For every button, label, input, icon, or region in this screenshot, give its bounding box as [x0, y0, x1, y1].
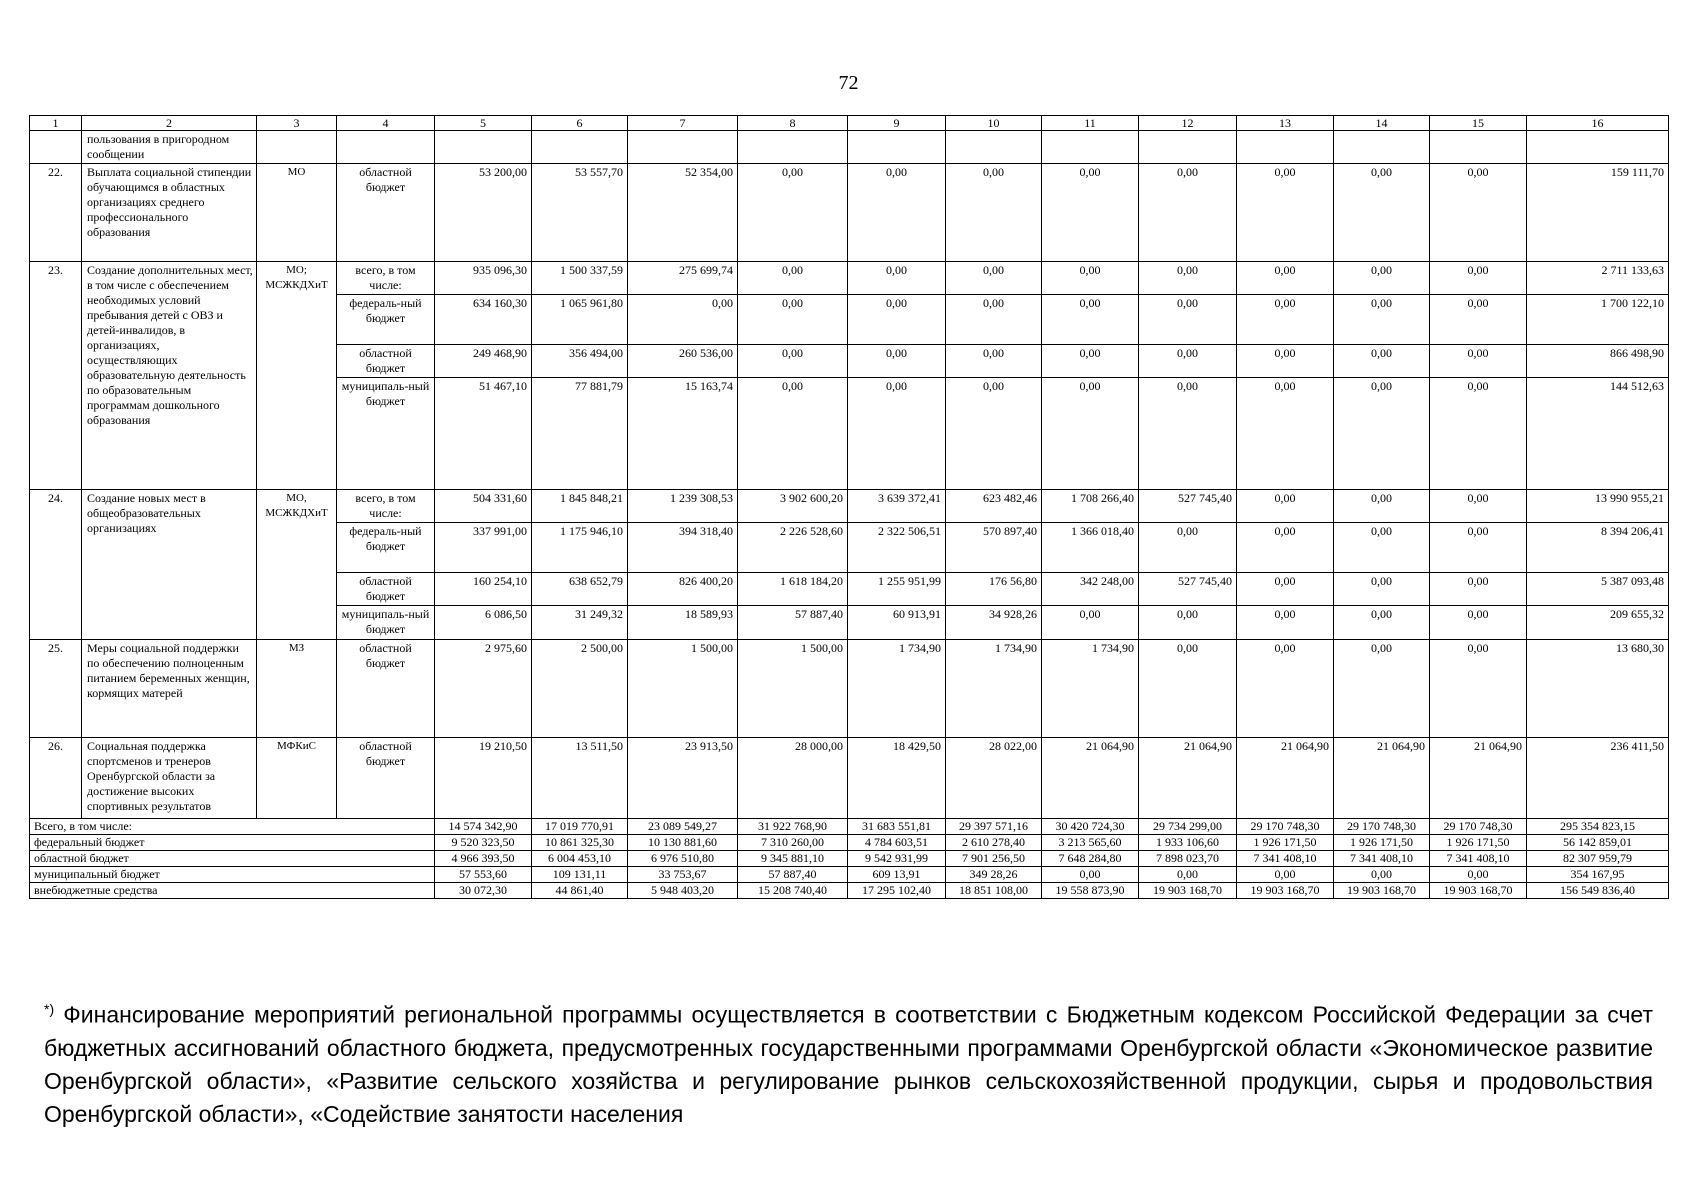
funding-source-cell: федераль-ный бюджет [337, 523, 435, 573]
total-value-cell: 7 341 408,10 [1334, 851, 1430, 867]
total-row [30, 851, 1669, 867]
empty-cell [848, 131, 946, 164]
total-value-cell: 354 167,95 [1527, 867, 1669, 883]
value-cell: 2 975,60 [435, 640, 532, 738]
value-cell: 0,00 [1042, 378, 1139, 490]
total-value-cell: 29 170 748,30 [1237, 819, 1334, 835]
value-cell: 18 429,50 [848, 738, 946, 819]
funding-source-cell: федераль-ный бюджет [337, 295, 435, 345]
empty-cell [1334, 131, 1430, 164]
total-value-cell: 1 926 171,50 [1237, 835, 1334, 851]
empty-cell [946, 131, 1042, 164]
total-value-cell: 17 295 102,40 [848, 883, 946, 899]
value-cell: 0,00 [848, 295, 946, 345]
total-value-cell: 109 131,11 [532, 867, 628, 883]
empty-cell [1237, 131, 1334, 164]
total-value-cell: 19 903 168,70 [1334, 883, 1430, 899]
empty-cell [1527, 131, 1669, 164]
column-number-header: 16 [1527, 116, 1669, 131]
value-cell: 0,00 [1237, 640, 1334, 738]
value-cell: 21 064,90 [1042, 738, 1139, 819]
value-cell: 209 655,32 [1527, 606, 1669, 640]
value-cell: 176 56,80 [946, 573, 1042, 606]
value-cell: 0,00 [1430, 295, 1527, 345]
column-number-header: 4 [337, 116, 435, 131]
total-value-cell: 0,00 [1237, 867, 1334, 883]
column-number-header: 3 [257, 116, 337, 131]
total-value-cell: 5 948 403,20 [628, 883, 738, 899]
column-number-header: 1 [30, 116, 82, 131]
total-value-cell: 7 648 284,80 [1042, 851, 1139, 867]
total-value-cell: 0,00 [1430, 867, 1527, 883]
value-cell: 0,00 [1430, 378, 1527, 490]
value-cell: 0,00 [1334, 345, 1430, 378]
total-value-cell: 9 520 323,50 [435, 835, 532, 851]
table-row [30, 490, 1669, 523]
value-cell: 13 680,30 [1527, 640, 1669, 738]
value-cell: 0,00 [1237, 295, 1334, 345]
value-cell: 0,00 [1139, 345, 1237, 378]
value-cell: 0,00 [848, 378, 946, 490]
funding-source-cell: областной бюджет [337, 573, 435, 606]
total-value-cell: 1 926 171,50 [1334, 835, 1430, 851]
executor-cell: МЗ [257, 640, 337, 738]
funding-source-cell: всего, в том числе: [337, 262, 435, 295]
total-label-cell: областной бюджет [30, 851, 435, 867]
total-value-cell: 82 307 959,79 [1527, 851, 1669, 867]
value-cell: 0,00 [1334, 606, 1430, 640]
row-number-cell: 23. [30, 262, 82, 490]
value-cell: 18 589,93 [628, 606, 738, 640]
value-cell: 0,00 [1334, 640, 1430, 738]
table-row [30, 640, 1669, 738]
funding-source-cell: областной бюджет [337, 345, 435, 378]
total-value-cell: 29 734 299,00 [1139, 819, 1237, 835]
value-cell: 0,00 [1430, 573, 1527, 606]
total-value-cell: 295 354 823,15 [1527, 819, 1669, 835]
total-value-cell: 349 28,26 [946, 867, 1042, 883]
value-cell: 1 239 308,53 [628, 490, 738, 523]
value-cell: 0,00 [1139, 523, 1237, 573]
value-cell: 1 500,00 [738, 640, 848, 738]
value-cell: 0,00 [1334, 262, 1430, 295]
value-cell: 28 022,00 [946, 738, 1042, 819]
total-row [30, 819, 1669, 835]
total-value-cell: 10 861 325,30 [532, 835, 628, 851]
value-cell: 5 387 093,48 [1527, 573, 1669, 606]
value-cell: 527 745,40 [1139, 573, 1237, 606]
value-cell: 0,00 [738, 262, 848, 295]
value-cell: 1 500,00 [628, 640, 738, 738]
empty-cell [337, 131, 435, 164]
value-cell: 0,00 [1139, 164, 1237, 262]
total-value-cell: 57 553,60 [435, 867, 532, 883]
activity-name-cell: Выплата социальной стипендии обучающимся в областных организациях среднего профессионального образования [82, 164, 257, 262]
total-value-cell: 2 610 278,40 [946, 835, 1042, 851]
funding-source-cell: всего, в том числе: [337, 490, 435, 523]
total-value-cell: 31 683 551,81 [848, 819, 946, 835]
value-cell: 2 500,00 [532, 640, 628, 738]
column-number-header: 7 [628, 116, 738, 131]
value-cell: 1 734,90 [1042, 640, 1139, 738]
value-cell: 0,00 [1334, 378, 1430, 490]
value-cell: 57 887,40 [738, 606, 848, 640]
value-cell: 0,00 [1334, 295, 1430, 345]
total-value-cell: 7 341 408,10 [1237, 851, 1334, 867]
value-cell: 1 500 337,59 [532, 262, 628, 295]
value-cell: 527 745,40 [1139, 490, 1237, 523]
value-cell: 0,00 [1237, 164, 1334, 262]
value-cell: 0,00 [1237, 523, 1334, 573]
table-row [30, 164, 1669, 262]
value-cell: 34 928,26 [946, 606, 1042, 640]
column-number-header: 5 [435, 116, 532, 131]
value-cell: 0,00 [628, 295, 738, 345]
value-cell: 1 700 122,10 [1527, 295, 1669, 345]
total-value-cell: 4 966 393,50 [435, 851, 532, 867]
total-value-cell: 7 901 256,50 [946, 851, 1042, 867]
value-cell: 15 163,74 [628, 378, 738, 490]
value-cell: 77 881,79 [532, 378, 628, 490]
column-number-header: 6 [532, 116, 628, 131]
total-value-cell: 0,00 [1139, 867, 1237, 883]
value-cell: 638 652,79 [532, 573, 628, 606]
total-value-cell: 1 933 106,60 [1139, 835, 1237, 851]
total-value-cell: 0,00 [1334, 867, 1430, 883]
value-cell: 0,00 [1430, 164, 1527, 262]
value-cell: 1 845 848,21 [532, 490, 628, 523]
total-value-cell: 30 072,30 [435, 883, 532, 899]
empty-cell [1430, 131, 1527, 164]
value-cell: 60 913,91 [848, 606, 946, 640]
value-cell: 1 734,90 [848, 640, 946, 738]
total-value-cell: 18 851 108,00 [946, 883, 1042, 899]
value-cell: 0,00 [738, 295, 848, 345]
total-value-cell: 609 13,91 [848, 867, 946, 883]
value-cell: 0,00 [946, 164, 1042, 262]
value-cell: 0,00 [1042, 262, 1139, 295]
total-value-cell: 3 213 565,60 [1042, 835, 1139, 851]
value-cell: 570 897,40 [946, 523, 1042, 573]
value-cell: 2 711 133,63 [1527, 262, 1669, 295]
total-label-cell: внебюджетные средства [30, 883, 435, 899]
value-cell: 1 366 018,40 [1042, 523, 1139, 573]
value-cell: 13 990 955,21 [1527, 490, 1669, 523]
value-cell: 0,00 [1237, 378, 1334, 490]
column-number-header: 15 [1430, 116, 1527, 131]
value-cell: 51 467,10 [435, 378, 532, 490]
total-value-cell: 30 420 724,30 [1042, 819, 1139, 835]
value-cell: 53 557,70 [532, 164, 628, 262]
value-cell: 0,00 [1042, 345, 1139, 378]
total-value-cell: 56 142 859,01 [1527, 835, 1669, 851]
value-cell: 1 065 961,80 [532, 295, 628, 345]
value-cell: 0,00 [1139, 295, 1237, 345]
total-value-cell: 14 574 342,90 [435, 819, 532, 835]
row-number-cell: 24. [30, 490, 82, 640]
executor-cell: МО [257, 164, 337, 262]
value-cell: 28 000,00 [738, 738, 848, 819]
activity-name-cell: Меры социальной поддержки по обеспечению полноценным питанием беременных женщин, кормящих матерей [82, 640, 257, 738]
value-cell: 0,00 [1237, 262, 1334, 295]
column-number-header: 2 [82, 116, 257, 131]
activity-name-cell: пользования в пригородном сообщении [82, 131, 257, 164]
header-row [30, 116, 1669, 131]
total-value-cell: 57 887,40 [738, 867, 848, 883]
empty-cell [628, 131, 738, 164]
footnote-marker: *) [44, 1001, 55, 1017]
value-cell: 159 111,70 [1527, 164, 1669, 262]
total-row [30, 835, 1669, 851]
value-cell: 0,00 [1042, 295, 1139, 345]
value-cell: 21 064,90 [1430, 738, 1527, 819]
value-cell: 249 468,90 [435, 345, 532, 378]
total-row [30, 883, 1669, 899]
value-cell: 0,00 [848, 164, 946, 262]
value-cell: 623 482,46 [946, 490, 1042, 523]
value-cell: 0,00 [1237, 573, 1334, 606]
value-cell: 13 511,50 [532, 738, 628, 819]
total-value-cell: 19 903 168,70 [1139, 883, 1237, 899]
executor-cell: МО; МСЖКДХиТ [257, 262, 337, 490]
footnote-text: Финансирование мероприятий региональной программы осуществляется в соответствии с Бюджетным кодексом Российской Федерации за счет бюджетных ассигнований областного бюджета, предусмотренных государственными программами Оренбургской области «Экономическое развитие Оренбургской области», «Развитие сельского хозяйства и регулирование рынков сельскохозяйственной продукции, сырья и продовольствия Оренбургской области», «Содействие занятости населения [44, 1001, 1653, 1127]
value-cell: 0,00 [1237, 345, 1334, 378]
value-cell: 53 200,00 [435, 164, 532, 262]
total-value-cell: 19 558 873,90 [1042, 883, 1139, 899]
value-cell: 0,00 [1430, 640, 1527, 738]
total-value-cell: 6 976 510,80 [628, 851, 738, 867]
value-cell: 0,00 [738, 378, 848, 490]
value-cell: 0,00 [1430, 490, 1527, 523]
value-cell: 0,00 [946, 345, 1042, 378]
total-value-cell: 15 208 740,40 [738, 883, 848, 899]
value-cell: 0,00 [1430, 345, 1527, 378]
value-cell: 0,00 [946, 295, 1042, 345]
activity-name-cell: Социальная поддержка спортсменов и тренеров Оренбургской области за достижение высоких спортивных результатов [82, 738, 257, 819]
total-value-cell: 19 903 168,70 [1237, 883, 1334, 899]
row-number-cell: 25. [30, 640, 82, 738]
total-value-cell: 4 784 603,51 [848, 835, 946, 851]
continuation-row [30, 131, 1669, 164]
total-value-cell: 0,00 [1042, 867, 1139, 883]
value-cell: 0,00 [1042, 606, 1139, 640]
activity-name-cell: Создание дополнительных мест, в том числе с обеспечением необходимых условий пребывания детей с ОВЗ и детей-инвалидов, в организациях, осуществляющих образовательную деятельность по образовательным программам дошкольного образования [82, 262, 257, 490]
row-number-cell: 22. [30, 164, 82, 262]
value-cell: 0,00 [946, 378, 1042, 490]
total-value-cell: 9 542 931,99 [848, 851, 946, 867]
empty-cell [257, 131, 337, 164]
value-cell: 935 096,30 [435, 262, 532, 295]
value-cell: 0,00 [1139, 262, 1237, 295]
column-number-header: 8 [738, 116, 848, 131]
value-cell: 2 322 506,51 [848, 523, 946, 573]
value-cell: 0,00 [1139, 378, 1237, 490]
value-cell: 23 913,50 [628, 738, 738, 819]
funding-source-cell: областной бюджет [337, 640, 435, 738]
executor-cell: МФКиС [257, 738, 337, 819]
budget-table [29, 115, 1669, 899]
row-number-cell [30, 131, 82, 164]
value-cell: 3 902 600,20 [738, 490, 848, 523]
total-value-cell: 7 341 408,10 [1430, 851, 1527, 867]
page-number: 72 [838, 72, 859, 94]
value-cell: 1 708 266,40 [1042, 490, 1139, 523]
value-cell: 826 400,20 [628, 573, 738, 606]
total-value-cell: 156 549 836,40 [1527, 883, 1669, 899]
column-number-header: 14 [1334, 116, 1430, 131]
value-cell: 0,00 [1334, 164, 1430, 262]
total-value-cell: 7 310 260,00 [738, 835, 848, 851]
value-cell: 160 254,10 [435, 573, 532, 606]
total-value-cell: 29 170 748,30 [1430, 819, 1527, 835]
value-cell: 0,00 [738, 345, 848, 378]
table-row [30, 738, 1669, 819]
total-value-cell: 7 898 023,70 [1139, 851, 1237, 867]
value-cell: 394 318,40 [628, 523, 738, 573]
value-cell: 3 639 372,41 [848, 490, 946, 523]
total-value-cell: 29 397 571,16 [946, 819, 1042, 835]
empty-cell [532, 131, 628, 164]
value-cell: 0,00 [1237, 490, 1334, 523]
value-cell: 1 175 946,10 [532, 523, 628, 573]
column-number-header: 10 [946, 116, 1042, 131]
empty-cell [1042, 131, 1139, 164]
value-cell: 634 160,30 [435, 295, 532, 345]
total-label-cell: Всего, в том числе: [30, 819, 435, 835]
value-cell: 342 248,00 [1042, 573, 1139, 606]
total-value-cell: 6 004 453,10 [532, 851, 628, 867]
empty-cell [435, 131, 532, 164]
value-cell: 0,00 [1334, 573, 1430, 606]
column-number-header: 11 [1042, 116, 1139, 131]
total-value-cell: 17 019 770,91 [532, 819, 628, 835]
value-cell: 19 210,50 [435, 738, 532, 819]
value-cell: 1 734,90 [946, 640, 1042, 738]
value-cell: 866 498,90 [1527, 345, 1669, 378]
value-cell: 31 249,32 [532, 606, 628, 640]
value-cell: 52 354,00 [628, 164, 738, 262]
empty-cell [1139, 131, 1237, 164]
value-cell: 1 255 951,99 [848, 573, 946, 606]
total-value-cell: 31 922 768,90 [738, 819, 848, 835]
value-cell: 0,00 [1430, 523, 1527, 573]
value-cell: 0,00 [1042, 164, 1139, 262]
footnote [44, 993, 1653, 1131]
value-cell: 0,00 [848, 262, 946, 295]
total-row [30, 867, 1669, 883]
total-value-cell: 29 170 748,30 [1334, 819, 1430, 835]
value-cell: 0,00 [1139, 606, 1237, 640]
value-cell: 0,00 [848, 345, 946, 378]
row-number-cell: 26. [30, 738, 82, 819]
total-label-cell: муниципальный бюджет [30, 867, 435, 883]
value-cell: 0,00 [738, 164, 848, 262]
value-cell: 0,00 [1430, 262, 1527, 295]
value-cell: 21 064,90 [1237, 738, 1334, 819]
value-cell: 337 991,00 [435, 523, 532, 573]
total-value-cell: 1 926 171,50 [1430, 835, 1527, 851]
value-cell: 0,00 [1334, 490, 1430, 523]
executor-cell: МО, МСЖКДХиТ [257, 490, 337, 640]
value-cell: 0,00 [946, 262, 1042, 295]
budget-table-container [29, 115, 1668, 899]
value-cell: 1 618 184,20 [738, 573, 848, 606]
column-number-header: 9 [848, 116, 946, 131]
value-cell: 0,00 [1237, 606, 1334, 640]
value-cell: 144 512,63 [1527, 378, 1669, 490]
value-cell: 236 411,50 [1527, 738, 1669, 819]
value-cell: 0,00 [1334, 523, 1430, 573]
total-value-cell: 23 089 549,27 [628, 819, 738, 835]
value-cell: 21 064,90 [1334, 738, 1430, 819]
value-cell: 275 699,74 [628, 262, 738, 295]
table-row [30, 262, 1669, 295]
activity-name-cell: Создание новых мест в общеобразовательных организациях [82, 490, 257, 640]
value-cell: 8 394 206,41 [1527, 523, 1669, 573]
total-value-cell: 44 861,40 [532, 883, 628, 899]
total-value-cell: 9 345 881,10 [738, 851, 848, 867]
total-value-cell: 19 903 168,70 [1430, 883, 1527, 899]
value-cell: 6 086,50 [435, 606, 532, 640]
total-label-cell: федеральный бюджет [30, 835, 435, 851]
empty-cell [738, 131, 848, 164]
funding-source-cell: областной бюджет [337, 164, 435, 262]
value-cell: 0,00 [1139, 640, 1237, 738]
column-number-header: 13 [1237, 116, 1334, 131]
value-cell: 356 494,00 [532, 345, 628, 378]
funding-source-cell: областной бюджет [337, 738, 435, 819]
funding-source-cell: муниципаль-ный бюджет [337, 606, 435, 640]
value-cell: 21 064,90 [1139, 738, 1237, 819]
funding-source-cell: муниципаль-ный бюджет [337, 378, 435, 490]
value-cell: 504 331,60 [435, 490, 532, 523]
value-cell: 0,00 [1430, 606, 1527, 640]
value-cell: 260 536,00 [628, 345, 738, 378]
value-cell: 2 226 528,60 [738, 523, 848, 573]
total-value-cell: 33 753,67 [628, 867, 738, 883]
total-value-cell: 10 130 881,60 [628, 835, 738, 851]
column-number-header: 12 [1139, 116, 1237, 131]
